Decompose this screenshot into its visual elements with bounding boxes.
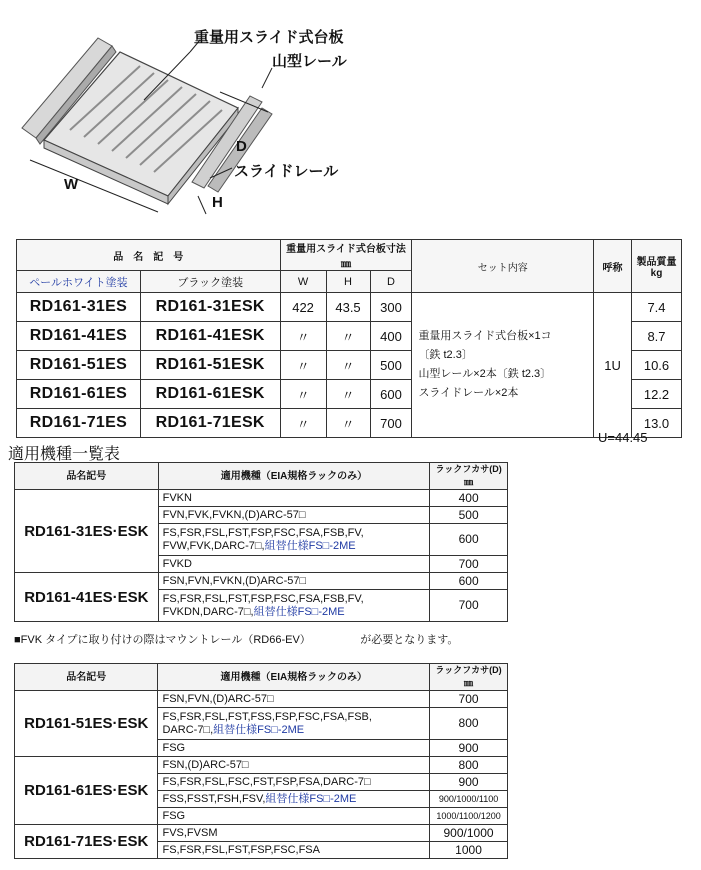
machine-cell: FVN,FVK,FVKN,(D)ARC-57□ xyxy=(158,507,430,524)
d-value: 300 xyxy=(370,293,412,322)
black-model: RD161-51ESK xyxy=(140,351,280,380)
h-value: 43.5 xyxy=(326,293,370,322)
depth-cell: 700 xyxy=(430,590,508,622)
machines-header: 適用機種（EIA規格ラックのみ） xyxy=(158,463,430,490)
black-header: ブラック塗装 xyxy=(140,271,280,293)
machine-cell: FSG xyxy=(158,740,430,757)
machine-cell: FS,FSR,FSL,FSC,FST,FSP,FSA,DARC-7□ xyxy=(158,774,430,791)
black-model: RD161-61ESK xyxy=(140,380,280,409)
depth-header: ラックフカサ(D) ㎜ xyxy=(430,664,508,691)
h-value: 〃 xyxy=(326,409,370,438)
unit-header: 呼称 xyxy=(594,240,632,293)
machine-line xyxy=(162,724,429,737)
table-row xyxy=(17,293,682,322)
depth-cell: 900 xyxy=(430,774,508,791)
machine-cell: FVKN xyxy=(158,490,430,507)
machine-line xyxy=(163,606,430,619)
machine-line: FS,FSR,FSL,FST,FSS,FSP,FSC,FSA,FSB, xyxy=(162,710,372,723)
w-value: 422 xyxy=(280,293,326,322)
tray-label: 重量用スライド式台板 xyxy=(194,29,344,46)
set-line: 重量用スライド式台板×1コ xyxy=(418,330,552,342)
machine-line xyxy=(163,540,430,553)
product-diagram xyxy=(0,0,701,232)
h-value: 〃 xyxy=(326,322,370,351)
h-value: 〃 xyxy=(326,380,370,409)
machine-cell: FSN,FVN,FVKN,(D)ARC-57□ xyxy=(158,573,430,590)
alt-spec-text: 組替仕様FS□-2ME xyxy=(264,539,356,552)
machine-cell xyxy=(158,708,430,740)
depth-cell: 900/1000 xyxy=(430,825,508,842)
w-value: 〃 xyxy=(280,409,326,438)
pale-model: RD161-71ES xyxy=(17,409,141,438)
mount-rail-note: ■FVK タイプに取り付けの際はマウントレール（RD66-EV） が必要となります。 xyxy=(14,634,459,646)
unit-value: 1U xyxy=(594,293,632,438)
machine-text: DARC-7□, xyxy=(162,723,214,736)
h-header: H xyxy=(326,271,370,293)
alt-spec-text: 組替仕様FS□-2ME xyxy=(265,792,357,805)
machine-line: FS,FSR,FSL,FST,FSP,FSC,FSA,FSB,FV, xyxy=(162,592,364,605)
pale-model: RD161-41ES xyxy=(17,322,141,351)
set-line: 〔鉄 t2.3〕 xyxy=(418,349,473,361)
machines-header: 適用機種（EIA規格ラックのみ） xyxy=(158,664,430,691)
mass-value: 7.4 xyxy=(632,293,682,322)
w-value: 〃 xyxy=(280,380,326,409)
mass-value: 13.0 xyxy=(632,409,682,438)
alt-spec-text: 組替仕様FS□-2ME xyxy=(213,723,305,736)
width-label: W xyxy=(64,176,79,193)
group-model: RD161-71ES·ESK xyxy=(15,825,158,859)
depth-cell: 800 xyxy=(430,757,508,774)
pale-white-header: ペールホワイト塗装 xyxy=(17,271,141,293)
machine-cell: FSG xyxy=(158,808,430,825)
w-value: 〃 xyxy=(280,322,326,351)
dims-header: 重量用スライド式台板寸法 ㎜ xyxy=(280,240,412,271)
machine-cell: FSN,(D)ARC-57□ xyxy=(158,757,430,774)
pale-model: RD161-51ES xyxy=(17,351,141,380)
spec-table xyxy=(16,239,682,438)
depth-header: ラックフカサ(D) ㎜ xyxy=(430,463,508,490)
group-model: RD161-61ES·ESK xyxy=(15,757,158,825)
mass-value: 12.2 xyxy=(632,380,682,409)
part-header: 品 名 記 号 xyxy=(17,240,281,271)
set-line: スライドレール×2本 xyxy=(418,387,519,399)
d-value: 600 xyxy=(370,380,412,409)
w-value: 〃 xyxy=(280,351,326,380)
mass-value: 10.6 xyxy=(632,351,682,380)
depth-cell: 700 xyxy=(430,691,508,708)
black-model: RD161-41ESK xyxy=(140,322,280,351)
h-value: 〃 xyxy=(326,351,370,380)
d-value: 700 xyxy=(370,409,412,438)
group-model: RD161-51ES·ESK xyxy=(15,691,158,757)
set-content xyxy=(412,293,594,438)
machine-cell: FSN,FVN,(D)ARC-57□ xyxy=(158,691,430,708)
depth-cell: 600 xyxy=(430,573,508,590)
machine-line: FS,FSR,FSL,FST,FSP,FSC,FSA,FSB,FV, xyxy=(162,526,364,539)
w-header: W xyxy=(280,271,326,293)
machine-cell: FS,FSR,FSL,FST,FSP,FSC,FSA xyxy=(158,842,430,859)
section-title: 適用機種一覧表 xyxy=(8,446,121,463)
depth-cell: 600 xyxy=(430,524,508,556)
alt-spec-text: 組替仕様FS□-2ME xyxy=(253,605,345,618)
mountain-rail-label: 山型レール xyxy=(272,53,347,70)
pale-model: RD161-31ES xyxy=(17,293,141,322)
mass-header: 製品質量 kg xyxy=(632,240,682,293)
mass-value: 8.7 xyxy=(632,322,682,351)
set-header: セット内容 xyxy=(412,240,594,293)
machine-cell xyxy=(158,590,430,622)
depth-cell: 1000/1100/1200 xyxy=(430,808,508,825)
depth-cell: 1000 xyxy=(430,842,508,859)
machine-cell xyxy=(158,524,430,556)
black-model: RD161-31ESK xyxy=(140,293,280,322)
machine-text: FVW,FVK,DARC-7□, xyxy=(162,539,265,552)
depth-label: D xyxy=(236,138,247,155)
black-model: RD161-71ESK xyxy=(140,409,280,438)
machine-text: FVKDN,DARC-7□, xyxy=(162,605,254,618)
slide-tray-illustration xyxy=(0,0,701,232)
set-line: 山型レール×2本〔鉄 t2.3〕 xyxy=(418,368,552,380)
compat-table-1 xyxy=(14,462,508,622)
group-model: RD161-41ES·ESK xyxy=(15,573,159,622)
depth-cell: 400 xyxy=(430,490,508,507)
compat-table-2 xyxy=(14,663,508,859)
machine-text: FSS,FSST,FSH,FSV, xyxy=(162,792,266,805)
d-header: D xyxy=(370,271,412,293)
machine-cell xyxy=(158,791,430,808)
height-label: H xyxy=(212,194,223,211)
machine-cell: FVKD xyxy=(158,556,430,573)
depth-cell: 900 xyxy=(430,740,508,757)
pale-model: RD161-61ES xyxy=(17,380,141,409)
depth-cell: 500 xyxy=(430,507,508,524)
d-value: 500 xyxy=(370,351,412,380)
depth-cell: 800 xyxy=(430,708,508,740)
u-note: U=44.45 xyxy=(598,430,648,445)
model-header: 品名記号 xyxy=(15,664,158,691)
depth-cell: 700 xyxy=(430,556,508,573)
group-model: RD161-31ES·ESK xyxy=(15,490,159,573)
d-value: 400 xyxy=(370,322,412,351)
depth-cell: 900/1000/1100 xyxy=(430,791,508,808)
slide-rail-label: スライドレール xyxy=(234,163,339,180)
model-header: 品名記号 xyxy=(15,463,159,490)
machine-cell: FVS,FVSM xyxy=(158,825,430,842)
